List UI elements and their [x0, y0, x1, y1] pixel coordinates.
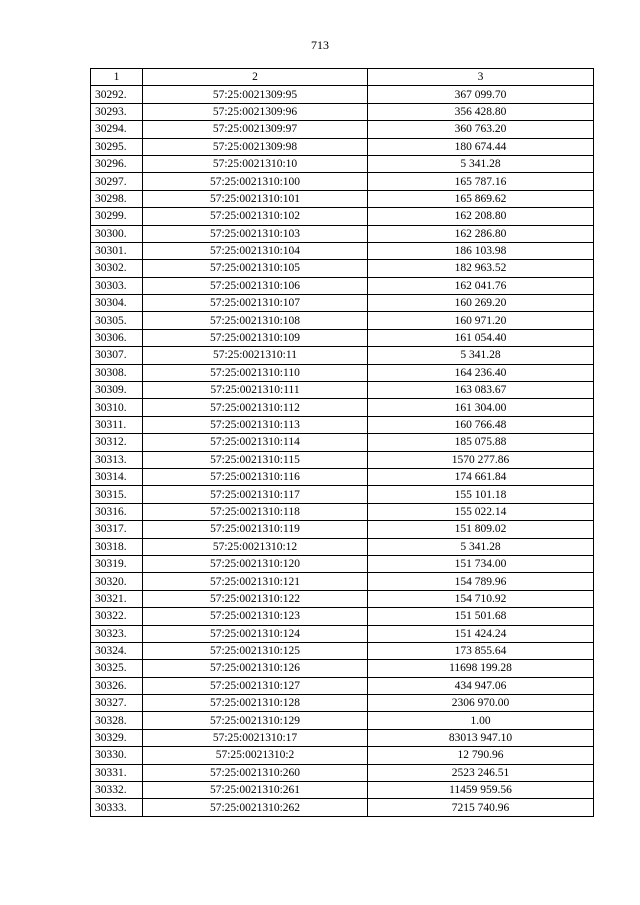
table-row: [91, 347, 594, 364]
cadastral-value: 154 789.96: [368, 573, 594, 590]
cadastral-number: 57:25:0021309:95: [143, 86, 368, 103]
row-number: 30313.: [91, 451, 143, 468]
row-number: 30319.: [91, 555, 143, 572]
cadastral-number: 57:25:0021310:119: [143, 521, 368, 538]
table-body: [91, 69, 594, 817]
table-row: [91, 103, 594, 120]
cadastral-number: 57:25:0021310:102: [143, 208, 368, 225]
cadastral-number: 57:25:0021310:123: [143, 608, 368, 625]
cadastral-number: 57:25:0021310:2: [143, 747, 368, 764]
cadastral-value: 185 075.88: [368, 434, 594, 451]
cadastral-number: 57:25:0021309:96: [143, 103, 368, 120]
table-row: [91, 86, 594, 103]
row-number: 30294.: [91, 121, 143, 138]
page-number: 713: [311, 38, 329, 52]
row-number: 30314.: [91, 468, 143, 485]
row-number: 30327.: [91, 695, 143, 712]
cadastral-table: [90, 68, 594, 817]
table-row: [91, 729, 594, 746]
cadastral-number: 57:25:0021310:114: [143, 434, 368, 451]
cadastral-number: 57:25:0021310:108: [143, 312, 368, 329]
cadastral-number: 57:25:0021310:129: [143, 712, 368, 729]
cadastral-number: 57:25:0021310:261: [143, 782, 368, 799]
cadastral-number: 57:25:0021310:101: [143, 190, 368, 207]
cadastral-number: 57:25:0021310:17: [143, 729, 368, 746]
table-row: [91, 608, 594, 625]
cadastral-number: 57:25:0021310:117: [143, 486, 368, 503]
cadastral-number: 57:25:0021310:106: [143, 277, 368, 294]
row-number: 30293.: [91, 103, 143, 120]
table-row: [91, 782, 594, 799]
header-col-3: 3: [368, 69, 594, 86]
table-row: [91, 208, 594, 225]
table-row: [91, 312, 594, 329]
table-row: [91, 486, 594, 503]
row-number: 30306.: [91, 329, 143, 346]
header-col-1: 1: [91, 69, 143, 86]
cadastral-value: 173 855.64: [368, 642, 594, 659]
row-number: 30302.: [91, 260, 143, 277]
table-row: [91, 677, 594, 694]
table-row: [91, 747, 594, 764]
table-header-row: [91, 69, 594, 86]
table-row: [91, 138, 594, 155]
table-row: [91, 555, 594, 572]
table-row: [91, 625, 594, 642]
row-number: 30305.: [91, 312, 143, 329]
row-number: 30308.: [91, 364, 143, 381]
table-row: [91, 121, 594, 138]
row-number: 30297.: [91, 173, 143, 190]
cadastral-value: 163 083.67: [368, 382, 594, 399]
cadastral-value: 5 341.28: [368, 155, 594, 172]
table-row: [91, 399, 594, 416]
table-row: [91, 468, 594, 485]
table-row: [91, 173, 594, 190]
cadastral-value: 151 424.24: [368, 625, 594, 642]
row-number: 30312.: [91, 434, 143, 451]
row-number: 30310.: [91, 399, 143, 416]
row-number: 30315.: [91, 486, 143, 503]
cadastral-value: 5 341.28: [368, 538, 594, 555]
cadastral-value: 1570 277.86: [368, 451, 594, 468]
table-row: [91, 538, 594, 555]
cadastral-value: 161 054.40: [368, 329, 594, 346]
table-row: [91, 155, 594, 172]
row-number: 30295.: [91, 138, 143, 155]
cadastral-value: 162 286.80: [368, 225, 594, 242]
row-number: 30301.: [91, 242, 143, 259]
cadastral-number: 57:25:0021310:126: [143, 660, 368, 677]
cadastral-value: 151 501.68: [368, 608, 594, 625]
row-number: 30292.: [91, 86, 143, 103]
cadastral-value: 174 661.84: [368, 468, 594, 485]
row-number: 30318.: [91, 538, 143, 555]
cadastral-value: 155 022.14: [368, 503, 594, 520]
cadastral-number: 57:25:0021310:10: [143, 155, 368, 172]
row-number: 30320.: [91, 573, 143, 590]
table-row: [91, 573, 594, 590]
table-row: [91, 503, 594, 520]
cadastral-number: 57:25:0021310:104: [143, 242, 368, 259]
cadastral-value: 1.00: [368, 712, 594, 729]
row-number: 30299.: [91, 208, 143, 225]
header-col-2: 2: [143, 69, 368, 86]
row-number: 30330.: [91, 747, 143, 764]
cadastral-number: 57:25:0021310:122: [143, 590, 368, 607]
cadastral-value: 162 041.76: [368, 277, 594, 294]
row-number: 30300.: [91, 225, 143, 242]
table-row: [91, 190, 594, 207]
table-row: [91, 695, 594, 712]
table-row: [91, 642, 594, 659]
cadastral-number: 57:25:0021310:115: [143, 451, 368, 468]
cadastral-number: 57:25:0021309:98: [143, 138, 368, 155]
cadastral-number: 57:25:0021310:124: [143, 625, 368, 642]
cadastral-value: 162 208.80: [368, 208, 594, 225]
cadastral-value: 155 101.18: [368, 486, 594, 503]
cadastral-value: 154 710.92: [368, 590, 594, 607]
cadastral-number: 57:25:0021310:107: [143, 295, 368, 312]
cadastral-value: 186 103.98: [368, 242, 594, 259]
cadastral-value: 160 269.20: [368, 295, 594, 312]
cadastral-value: 12 790.96: [368, 747, 594, 764]
cadastral-number: 57:25:0021310:111: [143, 382, 368, 399]
cadastral-value: 11459 959.56: [368, 782, 594, 799]
cadastral-number: 57:25:0021310:127: [143, 677, 368, 694]
row-number: 30303.: [91, 277, 143, 294]
table-row: [91, 590, 594, 607]
cadastral-value: 5 341.28: [368, 347, 594, 364]
cadastral-number: 57:25:0021310:112: [143, 399, 368, 416]
table-row: [91, 277, 594, 294]
cadastral-number: 57:25:0021310:100: [143, 173, 368, 190]
row-number: 30325.: [91, 660, 143, 677]
cadastral-value: 7215 740.96: [368, 799, 594, 816]
table-row: [91, 364, 594, 381]
table-row: [91, 329, 594, 346]
table-row: [91, 260, 594, 277]
row-number: 30328.: [91, 712, 143, 729]
table-row: [91, 451, 594, 468]
row-number: 30311.: [91, 416, 143, 433]
row-number: 30331.: [91, 764, 143, 781]
row-number: 30307.: [91, 347, 143, 364]
cadastral-number: 57:25:0021310:121: [143, 573, 368, 590]
cadastral-number: 57:25:0021310:113: [143, 416, 368, 433]
cadastral-number: 57:25:0021310:103: [143, 225, 368, 242]
table-row: [91, 660, 594, 677]
row-number: 30332.: [91, 782, 143, 799]
cadastral-number: 57:25:0021310:128: [143, 695, 368, 712]
cadastral-number: 57:25:0021309:97: [143, 121, 368, 138]
cadastral-value: 434 947.06: [368, 677, 594, 694]
row-number: 30317.: [91, 521, 143, 538]
row-number: 30309.: [91, 382, 143, 399]
cadastral-number: 57:25:0021310:118: [143, 503, 368, 520]
cadastral-value: 2523 246.51: [368, 764, 594, 781]
cadastral-value: 367 099.70: [368, 86, 594, 103]
row-number: 30323.: [91, 625, 143, 642]
cadastral-number: 57:25:0021310:120: [143, 555, 368, 572]
cadastral-value: 161 304.00: [368, 399, 594, 416]
row-number: 30316.: [91, 503, 143, 520]
cadastral-value: 360 763.20: [368, 121, 594, 138]
cadastral-number: 57:25:0021310:110: [143, 364, 368, 381]
cadastral-value: 11698 199.28: [368, 660, 594, 677]
cadastral-number: 57:25:0021310:116: [143, 468, 368, 485]
cadastral-value: 165 787.16: [368, 173, 594, 190]
cadastral-value: 151 809.02: [368, 521, 594, 538]
table-row: [91, 295, 594, 312]
cadastral-number: 57:25:0021310:105: [143, 260, 368, 277]
cadastral-value: 160 971.20: [368, 312, 594, 329]
cadastral-number: 57:25:0021310:11: [143, 347, 368, 364]
row-number: 30333.: [91, 799, 143, 816]
cadastral-number: 57:25:0021310:262: [143, 799, 368, 816]
table-row: [91, 521, 594, 538]
row-number: 30326.: [91, 677, 143, 694]
table-row: [91, 712, 594, 729]
cadastral-value: 164 236.40: [368, 364, 594, 381]
row-number: 30304.: [91, 295, 143, 312]
row-number: 30329.: [91, 729, 143, 746]
cadastral-value: 180 674.44: [368, 138, 594, 155]
table-row: [91, 225, 594, 242]
cadastral-value: 160 766.48: [368, 416, 594, 433]
cadastral-value: 83013 947.10: [368, 729, 594, 746]
table-row: [91, 764, 594, 781]
table-row: [91, 242, 594, 259]
row-number: 30298.: [91, 190, 143, 207]
cadastral-number: 57:25:0021310:12: [143, 538, 368, 555]
cadastral-number: 57:25:0021310:109: [143, 329, 368, 346]
row-number: 30322.: [91, 608, 143, 625]
table-row: [91, 416, 594, 433]
cadastral-value: 151 734.00: [368, 555, 594, 572]
table-row: [91, 382, 594, 399]
row-number: 30324.: [91, 642, 143, 659]
cadastral-value: 182 963.52: [368, 260, 594, 277]
row-number: 30296.: [91, 155, 143, 172]
table-row: [91, 434, 594, 451]
cadastral-value: 356 428.80: [368, 103, 594, 120]
cadastral-number: 57:25:0021310:125: [143, 642, 368, 659]
cadastral-number: 57:25:0021310:260: [143, 764, 368, 781]
table-row: [91, 799, 594, 816]
cadastral-value: 165 869.62: [368, 190, 594, 207]
row-number: 30321.: [91, 590, 143, 607]
cadastral-value: 2306 970.00: [368, 695, 594, 712]
